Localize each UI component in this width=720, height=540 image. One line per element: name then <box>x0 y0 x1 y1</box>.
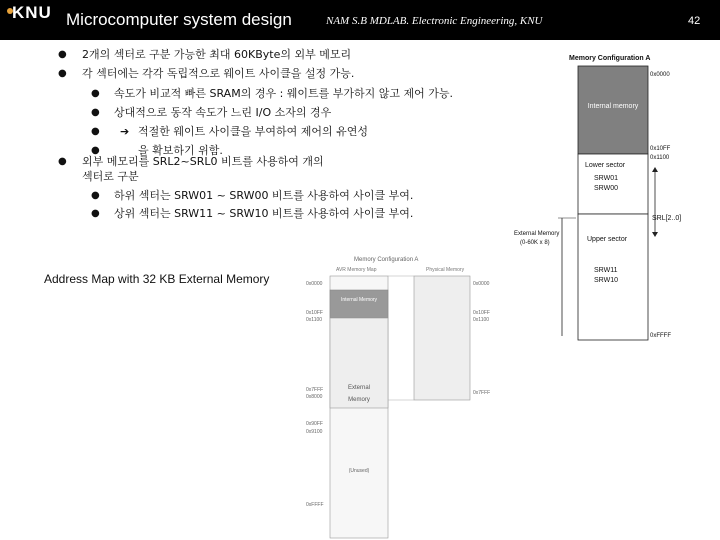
phys-addr-1100: 0x1100 <box>473 317 490 323</box>
slide-title: Microcomputer system design <box>66 10 292 29</box>
bullet-3-cont: 섹터로 구분 <box>82 170 139 183</box>
sub-bullet-dot-icon: ● <box>91 145 100 156</box>
srw10-label: SRW10 <box>594 277 618 284</box>
left-external-label: External <box>347 385 371 391</box>
sub-bullet-6: 상위 섹터는 SRW11 ~ SRW10 비트를 사용하여 사이클 부여. <box>114 207 414 220</box>
left-addr-10ff: 0x10FF <box>306 310 323 316</box>
phys-addr-0000: 0x0000 <box>473 281 490 287</box>
physical-memory-label: Physical Memory <box>426 267 465 273</box>
addr-ffff: 0xFFFF <box>650 333 671 339</box>
left-addr-9100: 0x9100 <box>306 429 323 435</box>
addr-10ff: 0x10FF <box>650 146 671 152</box>
srw01-label: SRW01 <box>594 175 618 182</box>
bullet-3: 외부 메모리를 SRL2~SRL0 비트를 사용하여 개의 <box>82 155 324 168</box>
srl-label: SRL[2..0] <box>652 215 682 222</box>
unused-label: (Unused) <box>348 468 370 474</box>
sub-bullet-dot-icon: ● <box>91 126 100 137</box>
address-map-title: Memory Configuration A <box>354 257 419 263</box>
up-arrow-icon <box>652 167 658 172</box>
external-memory-label: External Memory <box>514 231 560 237</box>
address-map-diagram <box>296 255 510 540</box>
header-bar <box>0 0 720 40</box>
left-addr-7fff: 0x7FFF <box>306 387 324 393</box>
left-internal-label: Internal Memory <box>340 297 378 303</box>
sub-bullet-dot-icon: ● <box>91 190 100 201</box>
srw00-label: SRW00 <box>594 185 618 192</box>
internal-memory-label: Internal memory <box>587 103 639 110</box>
physical-memory-column <box>414 276 470 400</box>
diagram-title: Memory Configuration A <box>569 55 651 62</box>
sub-bullet-dot-icon: ● <box>91 88 100 99</box>
left-memory-label: Memory <box>348 397 370 403</box>
bullet-dot-icon: ● <box>58 68 67 79</box>
lower-sector-label: Lower sector <box>585 162 626 169</box>
sub-bullet-2: 상대적으로 동작 속도가 느린 I/O 소자의 경우 <box>114 106 332 119</box>
down-arrow-icon <box>652 232 658 237</box>
sub-bullet-dot-icon: ● <box>91 208 100 219</box>
logo-text: KNU <box>12 3 52 22</box>
left-addr-90ff: 0x90FF <box>306 421 323 427</box>
affiliation: NAM S.B MDLAB. Electronic Engineering, KNU <box>326 15 543 27</box>
sub-bullet-1: 속도가 비교적 빠른 SRAM의 경우 : 웨이트를 부가하지 않고 제어 가능. <box>114 87 454 100</box>
sub-bullet-3: 적절한 웨이트 사이클을 부여하여 제어의 유연성 <box>138 125 369 138</box>
left-addr-1100: 0x1100 <box>306 317 323 323</box>
internal-memory-block <box>578 66 648 154</box>
bullet-dot-icon: ● <box>58 156 67 167</box>
phys-addr-10ff: 0x10FF <box>473 310 490 316</box>
figure-caption: Address Map with 32 KB External Memory <box>44 272 270 286</box>
external-range-label: (0-60K x 8) <box>520 240 550 246</box>
sub-bullet-dot-icon: ● <box>91 107 100 118</box>
page-number: 42 <box>688 15 701 27</box>
left-addr-0000: 0x0000 <box>306 281 323 287</box>
avr-map-label: AVR Memory Map <box>336 267 377 273</box>
addr-0000: 0x0000 <box>650 72 670 78</box>
left-addr-8000: 0x8000 <box>306 394 323 400</box>
bullet-1: 2개의 섹터로 구분 가능한 최대 60KByte의 외부 메모리 <box>82 48 352 61</box>
sub-bullet-5: 하위 섹터는 SRW01 ~ SRW00 비트를 사용하여 사이클 부여. <box>114 189 414 202</box>
left-addr-ffff: 0xFFFF <box>306 502 324 508</box>
internal-memory-block <box>330 290 388 318</box>
external-memory-block <box>330 318 388 408</box>
phys-addr-7fff: 0x7FFF <box>473 390 491 396</box>
bullet-2: 각 섹터에는 각각 독립적으로 웨이트 사이클을 설정 가능. <box>82 67 355 80</box>
upper-sector-label: Upper sector <box>587 236 628 243</box>
srw11-label: SRW11 <box>594 267 618 274</box>
memory-config-diagram <box>510 46 714 346</box>
right-arrow-icon: ➔ <box>120 125 130 138</box>
addr-1100: 0x1100 <box>650 155 670 161</box>
sub-bullet-4: 을 확보하기 위함. <box>138 144 223 157</box>
bullet-dot-icon: ● <box>58 49 67 60</box>
